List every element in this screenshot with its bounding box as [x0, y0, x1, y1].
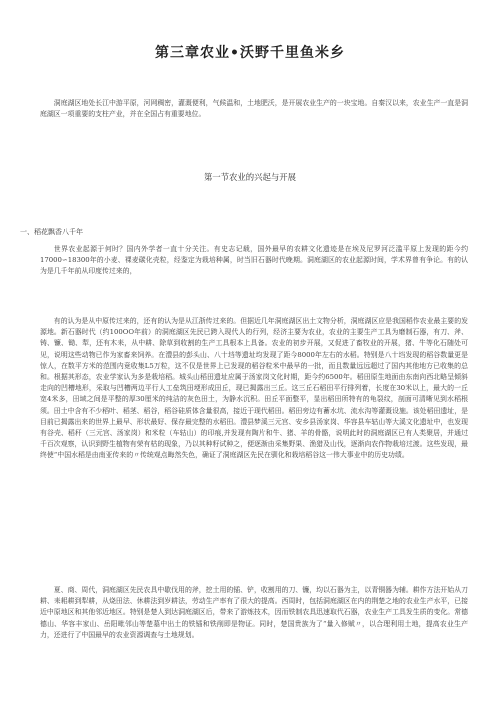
body-paragraph: 夏、商、周代，洞庭湖区先民农具中歇伐用的斧，挖土用的锸、铲，收割用的刀、镰，均以石器为主，以青铜器为辅。耕作方法开始从刀耕、耒耜耕到犁耕，从烧田法、休耕法到岁耕法，劳动生产率有了很大的提高。西周时，包括洞庭湖区在内的荆楚之地的农业生产水平，已接近中原地区和其他邻近地区。特别是楚人到达洞庭湖区后，带来了游炼技术，因而铁制农具迅速取代石器，农业生产工具发生质的变化。常德德山、华容丰家山、岳阳毗邻山等楚墓中出土的铁锸和铁削即是物证。同时，楚国贵族为了“量入修赋〃，以合理利用土地，提高农业生产力，还进行了中国最早的农业资源调查与土地规划。: [40, 586, 468, 639]
intro-paragraph: 洞庭湖区地处长江中游平原，河网稠密，灌溉便利，气候温和，土地肥沃，是开展农业生产的一块宝地。自秦汉以来，农业生产一直是洞庭湖区一项重要的支柱产业，并在全国占有重要地位。: [40, 99, 468, 119]
chapter-title: 第三章农业•沃野千里鱼米乡: [155, 45, 345, 61]
body-paragraph: 世界农业起源于何时？国内外学者一直十分关注。有史志记载，国外最早的农耕文化遗迹是在埃及尼罗河泛滥平原上发现的距今约17000∽18300年的小麦、裸麦碳化壳粒，经鉴定为栽培种属，时当旧石器时代晚期。洞庭湖区的农业起源时间，学术界曾有争论。有的认为是几千年前从印度传过来的，: [40, 245, 468, 276]
body-paragraph: 有的认为是从中原传过来的，还有的认为是从江浙传过来的。但据近几年洞庭湖区出土文物分析，洞庭湖区应是我国稻作农业最主要的发源地。新石器时代（约100OO年前）的洞庭湖区先民已跨入现代人的行列，经济主要为农业，农业的主要生产工具为磨制石器，有刀、斧、铸、镰、锄、犁，还有木耒，从中耕、除草到收割的生产工具根本上具备。农业的初步开展，又促进了畜牧业的开展，猪、牛等化石随处可见，说明这些动物已作为家畜来饲养。在澧县的彭头山、八十垱等遗址均发现了距今8000年左右的水稻。特别是八十垱发现的稻谷数量更是惊人，在数平方米的范围内竟收集L5万粒，这不仅是世界上已发现的稻谷粒米中最早的一批，而且数量远远超过了国内其他地方已收集的总和。根据其形态，农业学家认为多是栽培稻。城头山稻田遗址应属于汤家岗文化时期，距今约6500年。稻田原生地面由东南向西北略呈倾斜走向的凹槽地形，采取与凹槽两边平行人工垒筑田埂形成田丘，现已揭露出三丘。这三丘石稻田平行排列着，长度在30米以上，最大的一丘宽4米多，田域之间是平整的厚30厘米的纯洁的灰色田土，为静水沉积。田丘平面整平，显出稻田所特有的龟裂纹，剖面可清晰见到水稻根须。田土中含有不少稻叶、稻茎、稻谷，稻谷硅质体含量很高，接近于现代稻田。稻田旁边有蓄水坑、流水沟等灌溉设施。该处稻田遗址，是目前已揭露出来的世界上最早、形状最好、保存最完整的水稻田。澧县梦溪三元宫、安乡县汤家岗、华容县车轱山等大溪文化遗址中，也发现有谷壳、稻秆（三元宫、汤家岗）和米粒（车轱山）的印痕,并发现有陶片和牛、猪、羊的骨骼，说明此时的洞庭湖区已有人类聚居，并通过千百次观察，认识到野生植物有荣有枯的现象，乃以其种籽试种之，便逐渐由采集野果、渔猎及山伐，逐渐向农作物栽培过渡。这些发现，最终使“中国水稻是由南亚传来的〃传统观点晦然失色，确证了洞庭湖区先民在驯化和栽培稻谷这一伟大事业中的历史功绩。: [40, 317, 468, 460]
subsection-heading: 一、稻花飘香八千年: [20, 228, 83, 236]
section-title: 第一节农业的兴起与开展: [203, 172, 297, 182]
